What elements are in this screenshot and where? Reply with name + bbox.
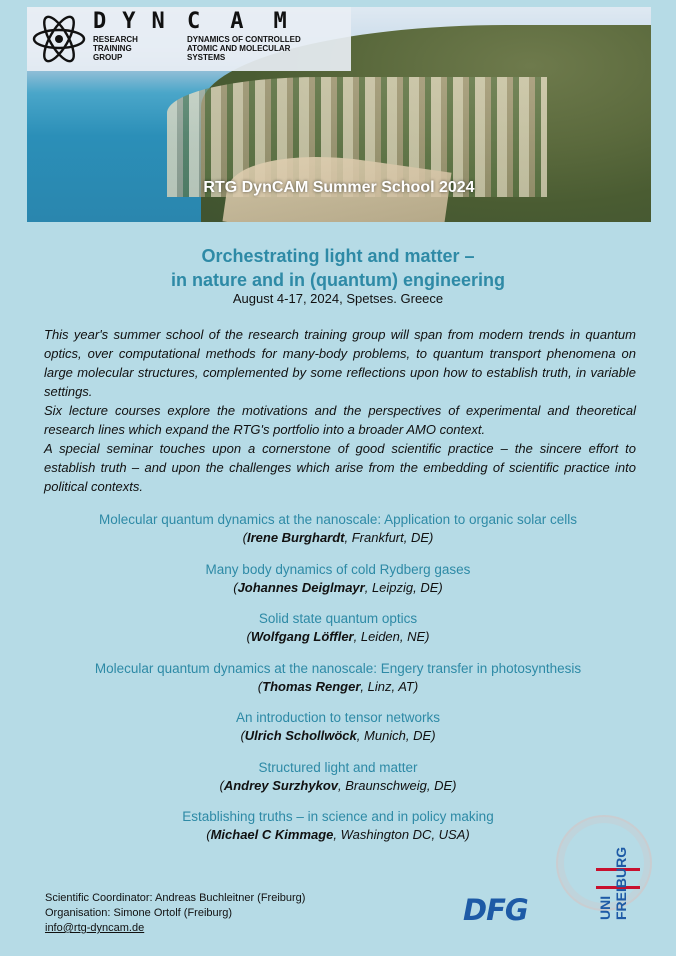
- freiburg-text: FREIBURG: [613, 846, 629, 920]
- lecturer-place: , Munich, DE): [356, 728, 436, 743]
- course-title: An introduction to tensor networks: [235, 710, 441, 725]
- intro-paragraph: This year's summer school of the research training group will span from modern trends in quantum optics, over computational methods for many-body problems, to quantum transport phenomena on large molecular structures, complemented by some reflections upon how to establish truth, in variable settings.: [44, 327, 636, 399]
- course-lecturer: (Irene Burghardt, Frankfurt, DE): [242, 530, 434, 545]
- lecturer-name: Johannes Deiglmayr: [237, 579, 365, 595]
- logo-cam-letters: CAM: [187, 9, 317, 34]
- course-list: [0, 511, 676, 858]
- lecturer-place: , Frankfurt, DE): [344, 530, 434, 545]
- course-title: Solid state quantum optics: [258, 611, 418, 626]
- page-title: [0, 244, 676, 292]
- lecturer-name: Michael C Kimmage: [210, 827, 334, 842]
- dfg-logo: DFG: [463, 893, 528, 927]
- course-lecturer: (Wolfgang Löffler, Leiden, NE): [246, 629, 430, 644]
- intro-paragraph: A special seminar touches upon a cornerstone of good scientific practice – the sincere effort to establish truth – and upon the challenges which arise from the embedding of scientific practice into political contexts.: [44, 441, 636, 494]
- lecturer-place: , Leiden, NE): [353, 629, 430, 644]
- course-title: Molecular quantum dynamics at the nanoscale: Application to organic solar cells: [98, 512, 577, 527]
- lecturer-place: , Leipzig, DE): [364, 579, 443, 595]
- footer-contacts: [45, 891, 305, 936]
- logo-dyncam-text: DYNAMICS OF CONTROLLED ATOMIC AND MOLECULAR SYSTEMS: [187, 35, 301, 62]
- course-lecturer: (Ulrich Schollwöck, Munich, DE): [240, 728, 436, 743]
- lecturer-place: , Linz, AT): [360, 678, 419, 694]
- lecturer-name: Andrey Surzhykov: [223, 777, 338, 793]
- dyncam-logo: [27, 7, 351, 71]
- uni-freiburg-logo: [596, 830, 640, 922]
- lecturer-name: Ulrich Schollwöck: [244, 728, 357, 743]
- course-item: [0, 511, 676, 547]
- course-title: Establishing truths – in science and in policy making: [182, 809, 494, 824]
- course-title: Structured light and matter: [258, 759, 418, 775]
- course-lecturer: (Michael C Kimmage, Washington DC, USA): [206, 827, 470, 842]
- lecturer-name: Thomas Renger: [262, 678, 361, 694]
- email-link[interactable]: info@rtg-dyncam.de: [45, 922, 145, 934]
- coordinator-line: Scientific Coordinator: Andreas Buchleitner (Freiburg): [45, 892, 306, 904]
- lecturer-name: Irene Burghardt: [246, 530, 345, 545]
- title-line-1: Orchestrating light and matter –: [201, 246, 475, 266]
- course-item: [0, 709, 676, 745]
- intro-text: [44, 325, 636, 496]
- course-item: [0, 610, 676, 646]
- course-item: [0, 660, 676, 696]
- lecturer-place: , Washington DC, USA): [333, 827, 470, 842]
- course-lecturer: (Thomas Renger, Linz, AT): [257, 678, 419, 694]
- title-line-2: in nature and in (quantum) engineering: [170, 270, 505, 290]
- event-dates: August 4-17, 2024, Spetses. Greece: [232, 291, 444, 306]
- uni-text: UNI: [597, 895, 613, 920]
- logo-dyn-letters: DYN: [93, 9, 181, 34]
- course-lecturer: (Andrey Surzhykov, Braunschweig, DE): [219, 777, 457, 793]
- course-title: Molecular quantum dynamics at the nanoscale: Engery transfer in photosynthesis: [94, 660, 582, 676]
- course-lecturer: (Johannes Deiglmayr, Leipzig, DE): [233, 579, 443, 595]
- banner-caption: RTG DynCAM Summer School 2024: [203, 179, 475, 196]
- lecturer-place: , Braunschweig, DE): [338, 777, 457, 793]
- course-item: [0, 759, 676, 795]
- course-item: [0, 561, 676, 597]
- atom-icon: [31, 11, 87, 67]
- lecturer-name: Wolfgang Löffler: [250, 629, 354, 644]
- course-title: Many body dynamics of cold Rydberg gases: [205, 561, 471, 577]
- intro-paragraph: Six lecture courses explore the motivations and the perspectives of experimental and theoretical research lines which expand the RTG's portfolio into a broader AMO context.: [44, 403, 636, 437]
- header-banner: [27, 7, 651, 222]
- logo-rtg-text: RESEARCH TRAINING GROUP: [93, 35, 138, 62]
- organisation-line: Organisation: Simone Ortolf (Freiburg): [45, 907, 233, 919]
